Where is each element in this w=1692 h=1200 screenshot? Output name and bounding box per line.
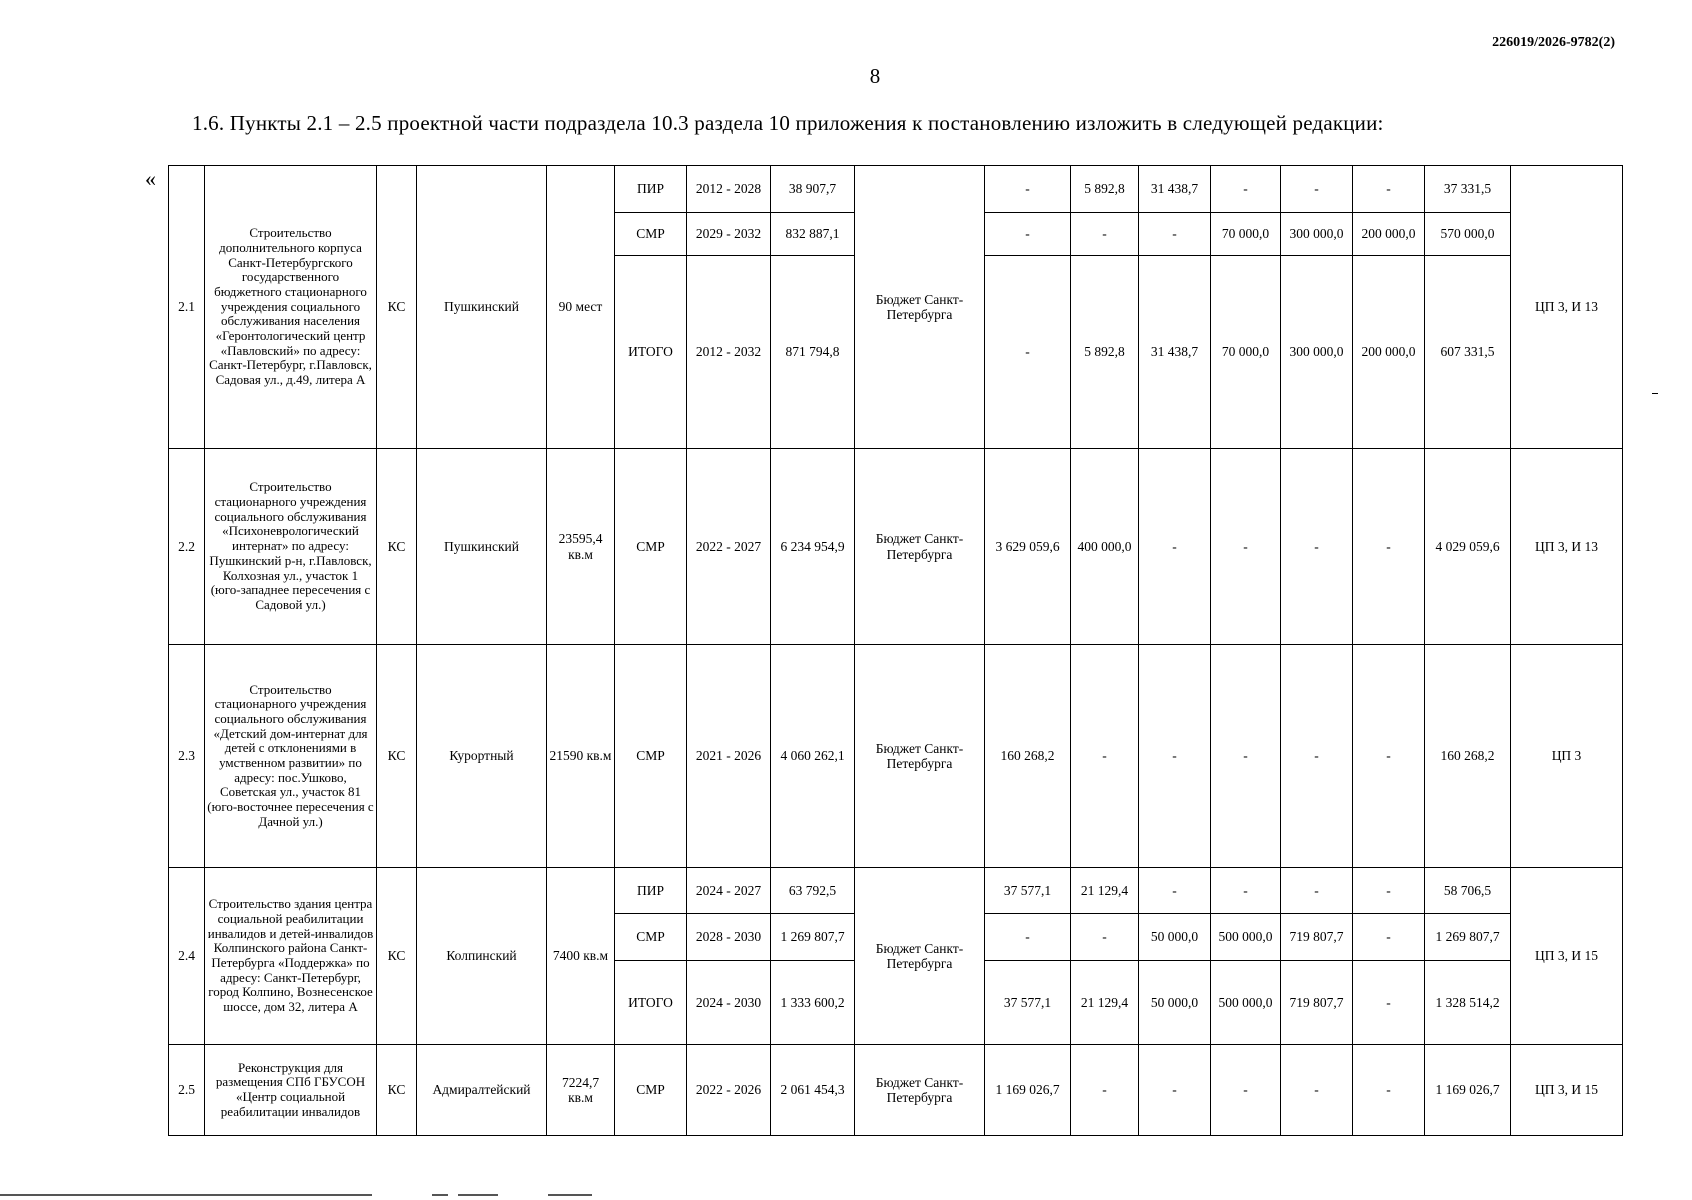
capacity: 7400 кв.м <box>547 868 615 1045</box>
year-5-value: - <box>1281 449 1353 645</box>
year-6-value: - <box>1353 1045 1425 1136</box>
year-5-value: - <box>1281 166 1353 213</box>
year-5-value: - <box>1281 645 1353 868</box>
period: 2029 - 2032 <box>687 213 771 256</box>
total-value: 607 331,5 <box>1425 256 1511 449</box>
object-type: КС <box>377 645 417 868</box>
object-name: Строительство стационарного учреждения социального обслуживания «Психоневрологический интернат» по адресу: Пушкинский р-н, г.Павловск, Колхозная ул., участок 1 (юго-западнее пересечения с Садовой ул.) <box>205 449 377 645</box>
funding-source: Бюджет Санкт-Петербурга <box>855 868 985 1045</box>
year-4-value: 500 000,0 <box>1211 914 1281 961</box>
year-6-value: - <box>1353 914 1425 961</box>
year-5-value: 719 807,7 <box>1281 914 1353 961</box>
capacity: 90 мест <box>547 166 615 449</box>
capacity: 21590 кв.м <box>547 645 615 868</box>
total-value: 37 331,5 <box>1425 166 1511 213</box>
work-type: СМР <box>615 645 687 868</box>
estimated-cost: 63 792,5 <box>771 868 855 914</box>
section-heading: 1.6. Пункты 2.1 – 2.5 проектной части подраздела 10.3 раздела 10 приложения к постановлению изложить в следующей редакции: <box>192 111 1384 135</box>
district: Адмиралтейский <box>417 1045 547 1136</box>
year-4-value: 70 000,0 <box>1211 213 1281 256</box>
total-value: 160 268,2 <box>1425 645 1511 868</box>
year-6-value: 200 000,0 <box>1353 213 1425 256</box>
table-row <box>169 1045 1623 1136</box>
work-type: ИТОГО <box>615 961 687 1045</box>
estimated-cost: 4 060 262,1 <box>771 645 855 868</box>
total-value: 58 706,5 <box>1425 868 1511 914</box>
estimated-cost: 832 887,1 <box>771 213 855 256</box>
year-3-value: - <box>1139 213 1211 256</box>
year-1-value: 37 577,1 <box>985 961 1071 1045</box>
year-3-value: - <box>1139 449 1211 645</box>
funding-source: Бюджет Санкт-Петербурга <box>855 1045 985 1136</box>
year-4-value: - <box>1211 868 1281 914</box>
table-row <box>169 645 1623 868</box>
year-4-value: - <box>1211 449 1281 645</box>
page-number: 8 <box>869 64 881 88</box>
object-name: Реконструкция для размещения СПб ГБУСОН «Центр социальной реабилитации инвалидов <box>205 1045 377 1136</box>
district: Курортный <box>417 645 547 868</box>
year-3-value: - <box>1139 868 1211 914</box>
year-5-value: 300 000,0 <box>1281 213 1353 256</box>
row-number: 2.5 <box>169 1045 205 1136</box>
object-type: КС <box>377 166 417 449</box>
object-name: Строительство стационарного учреждения социального обслуживания «Детский дом-интернат для детей с отклонениями в умственном развитии» по адресу: пос.Ушково, Советская ул., участок 81 (юго-восточнее пересечения с Дачной ул.) <box>205 645 377 868</box>
district: Колпинский <box>417 868 547 1045</box>
year-1-value: - <box>985 166 1071 213</box>
table-row <box>169 868 1623 914</box>
scan-edge-artifact <box>0 1190 1692 1200</box>
object-type: КС <box>377 1045 417 1136</box>
year-1-value: 37 577,1 <box>985 868 1071 914</box>
estimated-cost: 1 333 600,2 <box>771 961 855 1045</box>
object-name: Строительство здания центра социальной реабилитации инвалидов и детей-инвалидов Колпинского района Санкт-Петербурга «Поддержка» по адресу: Санкт-Петербург, город Колпино, Вознесенское шоссе, дом 32, литера А <box>205 868 377 1045</box>
program-code: ЦП 3 <box>1511 645 1623 868</box>
total-value: 4 029 059,6 <box>1425 449 1511 645</box>
year-1-value: - <box>985 213 1071 256</box>
object-name: Строительство дополнительного корпуса Санкт-Петербургского государственного бюджетного стационарного учреждения социального обслуживания населения «Геронтологический центр «Павловский» по адресу: Санкт-Петербург, г.Павловск, Садовая ул., д.49, литера А <box>205 166 377 449</box>
document-number: 226019/2026-9782(2) <box>1492 35 1615 50</box>
work-type: ПИР <box>615 166 687 213</box>
year-5-value: 719 807,7 <box>1281 961 1353 1045</box>
period: 2012 - 2032 <box>687 256 771 449</box>
year-2-value: - <box>1071 1045 1139 1136</box>
total-value: 570 000,0 <box>1425 213 1511 256</box>
period: 2021 - 2026 <box>687 645 771 868</box>
program-code: ЦП 3, И 13 <box>1511 166 1623 449</box>
year-4-value: - <box>1211 166 1281 213</box>
year-2-value: - <box>1071 914 1139 961</box>
year-2-value: 21 129,4 <box>1071 961 1139 1045</box>
year-5-value: - <box>1281 1045 1353 1136</box>
period: 2022 - 2026 <box>687 1045 771 1136</box>
year-2-value: - <box>1071 645 1139 868</box>
capacity: 7224,7 кв.м <box>547 1045 615 1136</box>
work-type: СМР <box>615 213 687 256</box>
estimated-cost: 6 234 954,9 <box>771 449 855 645</box>
year-2-value: 5 892,8 <box>1071 256 1139 449</box>
year-6-value: - <box>1353 868 1425 914</box>
district: Пушкинский <box>417 449 547 645</box>
object-type: КС <box>377 868 417 1045</box>
table-row <box>169 449 1623 645</box>
row-number: 2.1 <box>169 166 205 449</box>
year-2-value: 5 892,8 <box>1071 166 1139 213</box>
work-type: СМР <box>615 449 687 645</box>
year-1-value: 1 169 026,7 <box>985 1045 1071 1136</box>
year-1-value: 160 268,2 <box>985 645 1071 868</box>
year-1-value: 3 629 059,6 <box>985 449 1071 645</box>
year-6-value: - <box>1353 449 1425 645</box>
year-5-value: 300 000,0 <box>1281 256 1353 449</box>
year-4-value: - <box>1211 645 1281 868</box>
total-value: 1 328 514,2 <box>1425 961 1511 1045</box>
year-2-value: 21 129,4 <box>1071 868 1139 914</box>
year-6-value: - <box>1353 166 1425 213</box>
funding-source: Бюджет Санкт-Петербурга <box>855 166 985 449</box>
year-2-value: 400 000,0 <box>1071 449 1139 645</box>
program-code: ЦП 3, И 13 <box>1511 449 1623 645</box>
year-3-value: 50 000,0 <box>1139 961 1211 1045</box>
year-3-value: - <box>1139 1045 1211 1136</box>
total-value: 1 169 026,7 <box>1425 1045 1511 1136</box>
year-3-value: - <box>1139 645 1211 868</box>
row-number: 2.3 <box>169 645 205 868</box>
estimated-cost: 1 269 807,7 <box>771 914 855 961</box>
opening-quote-mark: « <box>145 166 156 191</box>
program-code: ЦП 3, И 15 <box>1511 1045 1623 1136</box>
year-1-value: - <box>985 914 1071 961</box>
work-type: СМР <box>615 1045 687 1136</box>
program-code: ЦП 3, И 15 <box>1511 868 1623 1045</box>
object-type: КС <box>377 449 417 645</box>
work-type: ПИР <box>615 868 687 914</box>
funding-source: Бюджет Санкт-Петербурга <box>855 449 985 645</box>
period: 2024 - 2027 <box>687 868 771 914</box>
year-4-value: 70 000,0 <box>1211 256 1281 449</box>
total-value: 1 269 807,7 <box>1425 914 1511 961</box>
period: 2022 - 2027 <box>687 449 771 645</box>
period: 2028 - 2030 <box>687 914 771 961</box>
year-3-value: 50 000,0 <box>1139 914 1211 961</box>
capacity: 23595,4 кв.м <box>547 449 615 645</box>
estimated-cost: 2 061 454,3 <box>771 1045 855 1136</box>
period: 2012 - 2028 <box>687 166 771 213</box>
row-number: 2.4 <box>169 868 205 1045</box>
period: 2024 - 2030 <box>687 961 771 1045</box>
scan-dot-artifact <box>1652 393 1658 394</box>
year-6-value: - <box>1353 961 1425 1045</box>
funding-source: Бюджет Санкт-Петербурга <box>855 645 985 868</box>
row-number: 2.2 <box>169 449 205 645</box>
estimated-cost: 871 794,8 <box>771 256 855 449</box>
year-3-value: 31 438,7 <box>1139 166 1211 213</box>
year-5-value: - <box>1281 868 1353 914</box>
district: Пушкинский <box>417 166 547 449</box>
year-4-value: 500 000,0 <box>1211 961 1281 1045</box>
table-row <box>169 166 1623 213</box>
estimated-cost: 38 907,7 <box>771 166 855 213</box>
year-2-value: - <box>1071 213 1139 256</box>
year-3-value: 31 438,7 <box>1139 256 1211 449</box>
project-table <box>168 165 1623 1136</box>
year-6-value: 200 000,0 <box>1353 256 1425 449</box>
year-4-value: - <box>1211 1045 1281 1136</box>
work-type: ИТОГО <box>615 256 687 449</box>
year-6-value: - <box>1353 645 1425 868</box>
year-1-value: - <box>985 256 1071 449</box>
work-type: СМР <box>615 914 687 961</box>
